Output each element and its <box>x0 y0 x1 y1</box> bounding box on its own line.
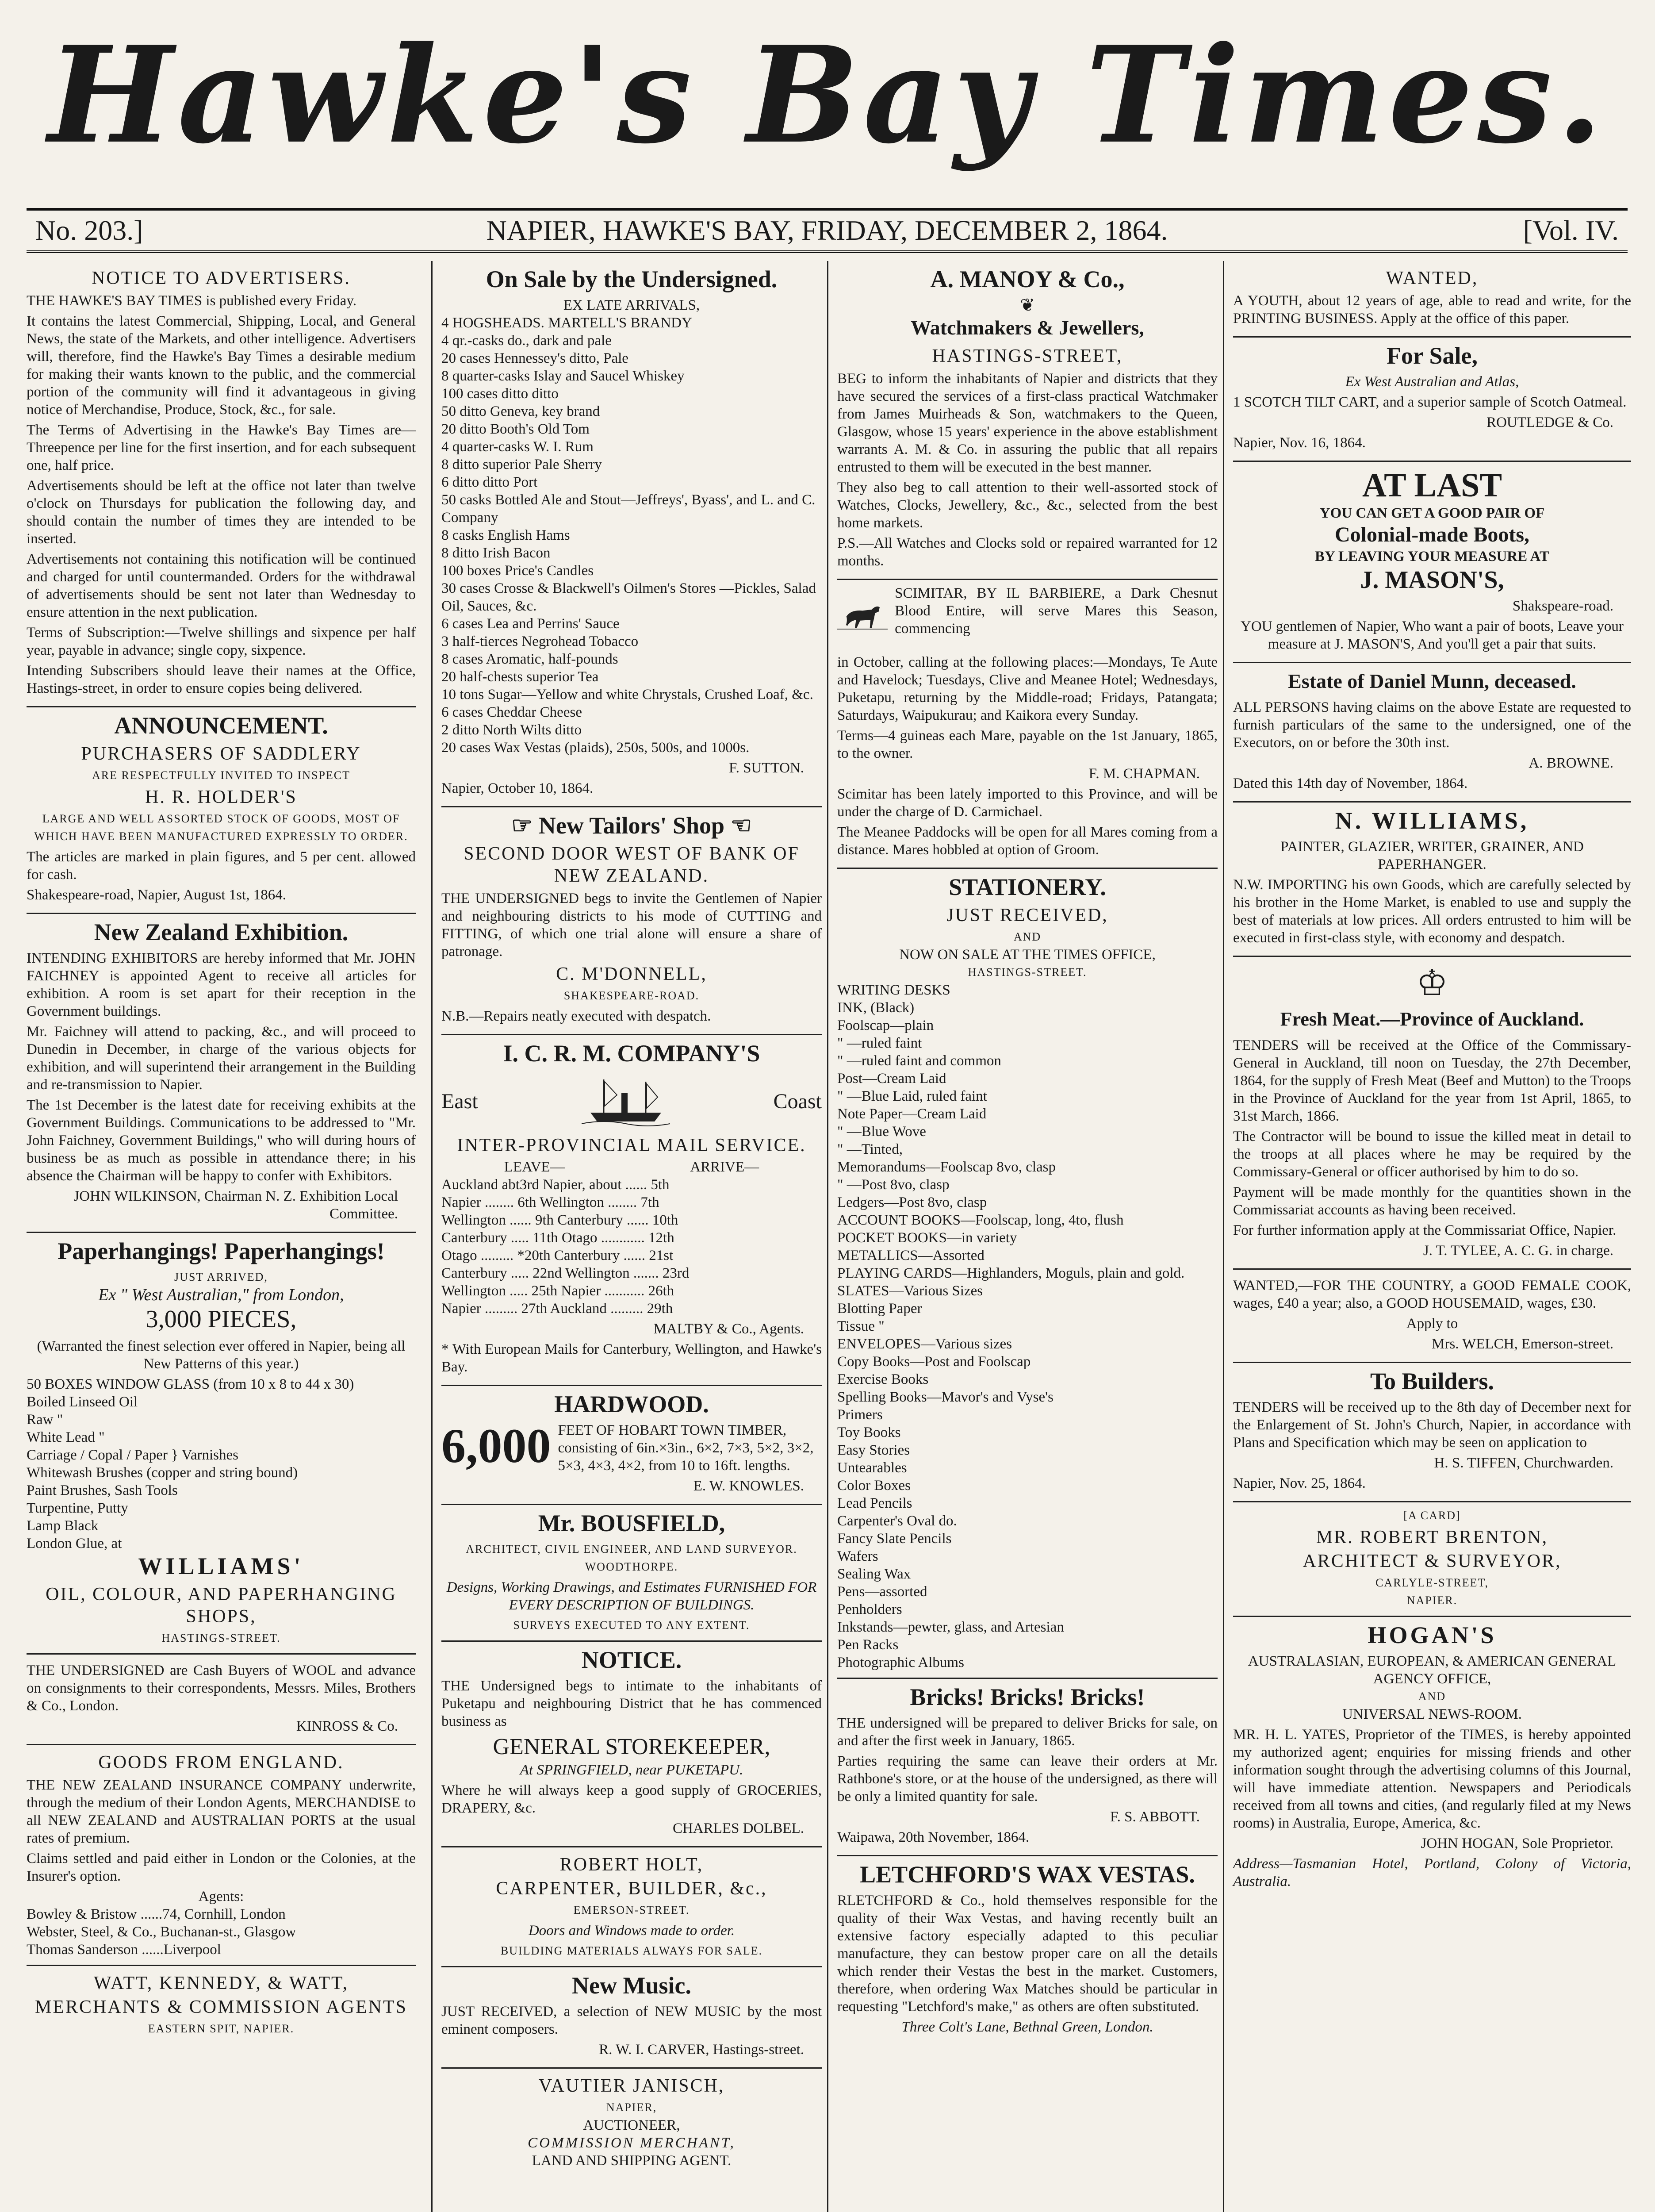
ad-subheading: ARCHITECT & SURVEYOR, <box>1303 1551 1562 1571</box>
ad-label: [A CARD] <box>1403 1509 1461 1522</box>
ad-signature: KINROSS & Co. <box>296 1718 398 1734</box>
ad-text: Mr. Faichney will attend to packing, &c., and will proceed to Dunedin in December, in charge of the various objects for exhibition, and will superintend their arrangement in the Building and re-transmission to Napier. <box>27 1024 416 1093</box>
ad-signature: F. S. ABBOTT. <box>1110 1809 1200 1825</box>
ad-text: SCIMITAR, BY IL BARBIERE, a Dark Chesnut Blood Entire, will serve Mares this Season, commencing <box>895 585 1218 637</box>
list-item: WRITING DESKS <box>837 982 950 998</box>
ad-text: The Meanee Paddocks will be open for all Mares coming from a distance. Mares hobbled at option of Groom. <box>837 824 1218 858</box>
list-item: Sealing Wax <box>837 1566 911 1582</box>
list-item: INK, (Black) <box>837 1000 915 1016</box>
ad-text: The articles are marked in plain figures, and 5 per cent. allowed for cash. <box>27 849 416 883</box>
list-item: 8 casks English Hams <box>441 527 570 543</box>
column-1 <box>27 261 416 2212</box>
list-item: 20 cases Hennessey's ditto, Pale <box>441 350 628 366</box>
ad-address: Shakespeare-road, Napier, August 1st, 1864. <box>27 887 287 903</box>
ad-subheading: EX LATE ARRIVALS, <box>563 297 700 313</box>
ad-big-text: 3,000 PIECES, <box>146 1306 297 1333</box>
ad-text: The Contractor will be bound to issue the killed meat in detail to the troops at all places where he may be required by the Commissary-General or officer authorised by him to do so. <box>1233 1129 1631 1180</box>
list-item: " —ruled faint and common <box>837 1053 1001 1069</box>
ad-text: THE UNDERSIGNED begs to invite the Gentlemen of Napier and neighbouring districts to his mode of CUTTING and FITTING, of which one trial alone will ensure a share of patronage. <box>441 891 822 960</box>
ad-heading: East <box>441 1090 478 1113</box>
ad-text: BY LEAVING YOUR MEASURE AT <box>1315 549 1549 565</box>
list-item: Memorandums—Foolscap 8vo, clasp <box>837 1159 1056 1175</box>
ad-title: GOODS FROM ENGLAND. <box>98 1752 344 1773</box>
ad-list <box>837 981 1218 1671</box>
ad-title: NOTICE. <box>581 1647 682 1673</box>
ad-location: At SPRINGFIELD, near PUKETAPU. <box>520 1762 743 1778</box>
ad-text: Doors and Windows made to order. <box>528 1923 735 1939</box>
list-item: 4 HOGSHEADS. MARTELL'S BRANDY <box>441 315 692 331</box>
list-item: " —Blue Wove <box>837 1124 926 1140</box>
list-item: Pen Racks <box>837 1637 899 1653</box>
ad-text: N.W. IMPORTING his own Goods, which are carefully selected by his brother in the Home Market, is enabled to use and supply the best of materials at low prices. All orders entrusted to him will be executed in first-class style, with economy and despatch. <box>1233 877 1631 946</box>
ad-subheading: UNIVERSAL NEWS-ROOM. <box>1342 1706 1522 1722</box>
list-item: 8 ditto superior Pale Sherry <box>441 457 602 472</box>
ad-title: HARDWOOD. <box>554 1391 709 1417</box>
list-item: Note Paper—Cream Laid <box>837 1106 987 1122</box>
ad-title: New Music. <box>572 1972 691 1999</box>
list-item: ENVELOPES—Various sizes <box>837 1336 1012 1352</box>
list-item: 30 cases Crosse & Blackwell's Oilmen's Stores —Pickles, Salad Oil, Sauces, &c. <box>441 580 816 614</box>
vautier-janisch-ad <box>441 2069 822 2176</box>
ad-big-number: 6,000 <box>441 1419 551 1473</box>
ad-text: THE UNDERSIGNED are Cash Buyers of WOOL and advance on consignments to their correspondents, Messrs. Miles, Brothers & Co., London. <box>27 1663 416 1714</box>
ad-text: Designs, Working Drawings, and Estimates FURNISHED FOR EVERY DESCRIPTION OF BUILDINGS. <box>446 1579 817 1613</box>
ad-text: The Terms of Advertising in the Hawke's Bay Times are—Threepence per line for the first insertion, and for each subsequent one, half price. <box>27 422 416 473</box>
ad-title: STATIONERY. <box>949 874 1106 900</box>
icrm-company-ad <box>441 1035 822 1386</box>
manoy-ad <box>837 261 1218 580</box>
ad-title: For Sale, <box>1387 342 1478 369</box>
ad-title-text: New Tailors' Shop <box>538 812 725 839</box>
hardwood-body <box>441 1421 822 1475</box>
volume-number: [Vol. IV. <box>1523 215 1619 246</box>
list-item: Foolscap—plain <box>837 1018 934 1033</box>
ad-text: FEET OF HOBART TOWN TIMBER, consisting of 6in.×3in., 6×2, 7×3, 5×2, 3×2, 5×3, 4×3, 4×2, from 10 to 16ft. lengths. <box>558 1422 814 1474</box>
ad-title: WATT, KENNEDY, & WATT, <box>93 1973 349 1993</box>
ad-text: A YOUTH, about 12 years of age, able to read and write, for the PRINTING BUSINESS. Apply at the office of this paper. <box>1233 293 1631 326</box>
column-3 <box>827 261 1218 2212</box>
ad-note: * With European Mails for Canterbury, Wellington, and Hawke's Bay. <box>441 1341 822 1375</box>
list-item: 2 ditto North Wilts ditto <box>441 722 582 738</box>
list-item: " —Post 8vo, clasp <box>837 1177 950 1193</box>
fresh-meat-ad <box>1233 957 1631 1270</box>
ad-title: VAUTIER JANISCH, <box>538 2076 725 2096</box>
table-row: Canterbury ..... 11th Otago ............ 12th <box>441 1230 674 1246</box>
table-row: Wellington ..... 25th Napier ........... 26th <box>441 1283 674 1299</box>
table-row: Napier ......... 27th Auckland ......... 29th <box>441 1301 673 1317</box>
list-item: 20 ditto Booth's Old Tom <box>441 421 590 437</box>
ad-subheading: Watchmakers & Jewellers, <box>911 316 1144 339</box>
list-item: Untearables <box>837 1460 907 1476</box>
ad-subheading: SECOND DOOR WEST OF BANK OF NEW ZEALAND. <box>464 844 800 886</box>
bricks-ad <box>837 1679 1218 1856</box>
list-item: Wafers <box>837 1548 878 1564</box>
issue-number: No. 203.] <box>35 215 143 246</box>
ad-subheading: CARPENTER, BUILDER, &c., <box>496 1878 767 1899</box>
ad-title: Bricks! Bricks! Bricks! <box>910 1684 1145 1710</box>
list-item: Ledgers—Post 8vo, clasp <box>837 1194 987 1210</box>
ad-text: THE Undersigned begs to intimate to the inhabitants of Puketapu and neighbouring District that he has commenced business as <box>441 1678 822 1729</box>
ad-text: Apply to <box>1406 1316 1458 1332</box>
list-item: Lamp Black <box>27 1518 99 1534</box>
on-sale-ad <box>441 261 822 807</box>
list-item: 50 BOXES WINDOW GLASS (from 10 x 8 to 44 x 30) <box>27 1376 354 1392</box>
list-item: 6 cases Lea and Perrins' Sauce <box>441 616 620 632</box>
ad-signature: JOHN HOGAN, Sole Proprietor. <box>1421 1836 1613 1851</box>
newspaper-title: Hawke's Bay Times. <box>48 17 1607 173</box>
ornament-icon: ❦ <box>1020 295 1035 315</box>
list-item: Turpentine, Putty <box>27 1500 128 1516</box>
ad-text: INTENDING EXHIBITORS are hereby informed that Mr. JOHN FAICHNEY is appointed Agent to receive all articles for exhibition. A room is set apart for their reception in the Government buildings. <box>27 950 416 1019</box>
ad-address: EMERSON-STREET. <box>573 1904 690 1916</box>
ad-text: AUCTIONEER, <box>583 2117 680 2133</box>
ad-signature: A. BROWNE. <box>1529 755 1613 771</box>
ad-text: Scimitar has been lately imported to this Province, and will be under the charge of D. Carmichael. <box>837 786 1218 820</box>
ad-subheading: JUST ARRIVED, <box>174 1271 268 1283</box>
ad-address: HASTINGS-STREET, <box>932 346 1123 366</box>
masthead <box>0 0 1655 190</box>
n-williams-ad <box>1233 803 1631 957</box>
ad-subheading: Agents: <box>198 1889 244 1905</box>
ad-address: SHAKESPEARE-ROAD. <box>563 989 700 1002</box>
list-item: PLAYING CARDS—Highlanders, Moguls, plain and gold. <box>837 1265 1185 1281</box>
list-item: London Glue, at <box>27 1536 122 1551</box>
ad-name: WILLIAMS' <box>138 1553 304 1579</box>
scimitar-header <box>837 584 1218 651</box>
list-item: 8 cases Aromatic, half-pounds <box>441 651 618 667</box>
steamship-icon <box>582 1075 670 1128</box>
ad-date: Dated this 14th day of November, 1864. <box>1233 776 1468 791</box>
ad-text: WANTED,—FOR THE COUNTRY, a GOOD FEMALE COOK, wages, £40 a year; also, a GOOD HOUSEMAID, wages, £30. <box>1233 1278 1631 1311</box>
ad-subheading: INTER-PROVINCIAL MAIL SERVICE. <box>457 1135 806 1156</box>
ad-list <box>441 314 822 757</box>
ad-signature: H. S. TIFFEN, Churchwarden. <box>1434 1455 1613 1471</box>
ad-signature: Mrs. WELCH, Emerson-street. <box>1432 1336 1613 1352</box>
wool-ad <box>27 1655 416 1745</box>
notice-to-advertisers <box>27 261 416 707</box>
ad-list <box>27 1375 416 1552</box>
list-item: Copy Books—Post and Foolscap <box>837 1354 1031 1370</box>
list-item: 6 ditto ditto Port <box>441 474 538 490</box>
pointing-hand-icon: ☞ <box>511 812 539 839</box>
ad-text: The 1st December is the latest date for receiving exhibits at the Government Buildings. Communications to be addressed to "Mr. John Faichney, Government Buildings," who will during hours of business be as much as possible in attendance there; in his absence the Chairman will be happy to confer with Exhibitors. <box>27 1097 416 1184</box>
ad-note: N.B.—Repairs neatly executed with despatch. <box>441 1008 711 1024</box>
ad-text: TENDERS will be received up to the 8th day of December next for the Enlargement of St. John's Church, Napier, in accordance with Plans and Specification which may be seen on application to <box>1233 1399 1631 1451</box>
ad-signature: ROUTLEDGE & Co. <box>1486 415 1613 430</box>
list-item: Inkstands—pewter, glass, and Artesian <box>837 1619 1064 1635</box>
ad-text: It contains the latest Commercial, Shipping, Local, and General News, the state of the Markets, and other intelligence. Advertisers will, therefore, find the Hawke's Bay Times a desirable medium for making their wants known to the public, and the commercial portion of the community will find it advantageous in giving notice of Merchandise, Produce, Stock, &c., for sale. <box>27 313 416 418</box>
ad-title: New Zealand Exhibition. <box>94 919 349 945</box>
ad-heading: PURCHASERS OF SADDLERY <box>81 744 361 764</box>
list-item: Photographic Albums <box>837 1655 964 1671</box>
list-item: Blotting Paper <box>837 1301 922 1317</box>
ad-heading: Colonial-made Boots, <box>1334 523 1529 546</box>
ad-title <box>441 812 822 839</box>
list-item: Raw " <box>27 1412 63 1428</box>
ad-title: LETCHFORD'S WAX VESTAS. <box>860 1861 1195 1888</box>
ad-subheading: ARCHITECT, CIVIL ENGINEER, AND LAND SURVEYOR. WOODTHORPE. <box>466 1543 797 1573</box>
schedule-table <box>441 1176 822 1317</box>
ad-signature: CHARLES DOLBEL. <box>673 1820 804 1836</box>
for-sale-ad <box>1233 338 1631 462</box>
list-item: Primers <box>837 1407 883 1423</box>
ad-text: LARGE AND WELL ASSORTED STOCK OF GOODS, MOST OF WHICH HAVE BEEN MANUFACTURED EXPRESSLY TO ORDER. <box>34 812 408 843</box>
list-item: Carriage / Copal / Paper } Varnishes <box>27 1447 238 1463</box>
list-item: Spelling Books—Mavor's and Vyse's <box>837 1389 1054 1405</box>
column-2 <box>431 261 822 2212</box>
list-item: 8 ditto Irish Bacon <box>441 545 551 561</box>
ad-title: ANNOUNCEMENT. <box>114 712 328 739</box>
ad-text: YOU gentlemen of Napier, Who want a pair of boots, Leave your measure at J. MASON'S, And you'll get a pair that suits. <box>1241 618 1624 652</box>
ad-subheading: MERCHANTS & COMMISSION AGENTS <box>35 1997 407 2017</box>
list-item: ACCOUNT BOOKS—Foolscap, long, 4to, flush <box>837 1212 1124 1228</box>
list-item: Lead Pencils <box>837 1495 912 1511</box>
ad-title: On Sale by the Undersigned. <box>486 266 778 292</box>
list-item: POCKET BOOKS—in variety <box>837 1230 1017 1246</box>
ad-text: AND <box>1418 1690 1446 1703</box>
ad-big-text: GENERAL STOREKEEPER, <box>493 1734 770 1759</box>
list-item: 4 qr.-casks do., dark and pale <box>441 333 612 349</box>
ad-title: I. C. R. M. COMPANY'S <box>503 1040 760 1067</box>
schedule-header <box>441 1158 822 1176</box>
list-item: Thomas Sanderson ......Liverpool <box>27 1942 221 1958</box>
list-item: 4 quarter-casks W. I. Rum <box>441 439 594 455</box>
list-item: " —ruled faint <box>837 1035 922 1051</box>
ad-date: Waipawa, 20th November, 1864. <box>837 1829 1030 1845</box>
horse-icon <box>837 584 888 651</box>
ad-signature: F. M. CHAPMAN. <box>1088 766 1200 782</box>
list-item: Penholders <box>837 1601 902 1617</box>
dateline <box>27 208 1628 253</box>
watt-kennedy-ad <box>27 1966 416 2044</box>
list-item: Webster, Steel, & Co., Buchanan-st., Glasgow <box>27 1924 296 1940</box>
place-date: NAPIER, HAWKE'S BAY, FRIDAY, DECEMBER 2, 1864. <box>486 215 1168 246</box>
ad-date: Napier, Nov. 25, 1864. <box>1233 1475 1366 1491</box>
ad-text: RLETCHFORD & Co., hold themselves responsible for the quality of their Wax Vestas, and having recently built an extensive factory especially adapted to this peculiar manufacture, they can bestow proper care on all the details which render their Vestas the best in the market. Customers, therefore, when ordering Wax Matches should be particular in requesting "Letchford's make," as others are often substituted. <box>837 1893 1218 2015</box>
goods-from-england-ad <box>27 1745 416 1966</box>
ad-title: HOGAN'S <box>1368 1622 1497 1648</box>
ad-text: THE NEW ZEALAND INSURANCE COMPANY underwrite, through the medium of their London Agents, MERCHANDISE to all NEW ZEALAND and AUSTRALIAN PORTS at the usual rates of premium. <box>27 1777 416 1846</box>
list-item: Tissue " <box>837 1318 885 1334</box>
list-item: " —Tinted, <box>837 1141 903 1157</box>
new-music-ad <box>441 1967 822 2069</box>
ad-text: AND <box>1013 930 1042 943</box>
list-item: Pens—assorted <box>837 1584 927 1600</box>
list-item: Post—Cream Laid <box>837 1071 946 1087</box>
ad-address: HASTINGS-STREET. <box>968 966 1087 979</box>
table-row: Otago ......... *20th Canterbury ...... 21st <box>441 1248 674 1263</box>
to-builders-ad <box>1233 1363 1631 1502</box>
stationery-ad <box>837 869 1218 1679</box>
table-row: Wellington ...... 9th Canterbury ...... 10th <box>441 1212 678 1228</box>
table-row: Napier ........ 6th Wellington ........ 7th <box>441 1194 659 1210</box>
list-item: Paint Brushes, Sash Tools <box>27 1482 178 1498</box>
list-item: 100 boxes Price's Candles <box>441 563 594 579</box>
ad-text: Where he will always keep a good supply of GROCERIES, DRAPERY, &c. <box>441 1782 822 1816</box>
list-item: Toy Books <box>837 1425 901 1440</box>
ad-text: P.S.—All Watches and Clocks sold or repaired warranted for 12 months. <box>837 535 1218 569</box>
ad-address: HASTINGS-STREET. <box>161 1632 281 1644</box>
ad-text: COMMISSION MERCHANT, <box>528 2135 736 2151</box>
ad-address: Shakspeare-road. <box>1512 598 1613 614</box>
ad-text: THE HAWKE'S BAY TIMES is published every Friday. <box>27 293 357 309</box>
ad-text: Advertisements should be left at the office not later than twelve o'clock on Thursdays for publication the following day, and should contain the number of times they are intended to be inserted. <box>27 478 416 547</box>
ad-text: NAPIER, <box>606 2101 657 2114</box>
ad-signature: E. W. KNOWLES. <box>693 1478 804 1494</box>
wanted-cook-ad <box>1233 1270 1631 1363</box>
list-item: SLATES—Various Sizes <box>837 1283 983 1299</box>
list-item: Whitewash Brushes (copper and string bound) <box>27 1465 298 1481</box>
list-item: Carpenter's Oval do. <box>837 1513 957 1529</box>
ad-title: Paperhangings! Paperhangings! <box>57 1238 385 1264</box>
letchford-ad <box>837 1856 1218 2045</box>
ad-text: in October, calling at the following places:—Mondays, Te Aute and Havelock; Tuesdays, Clive and Meanee Hotel; Wednesdays, Puketapu, returning by the Middle-road; Fridays, Patangata; Saturdays, Waipukurau; and Kaikora every Sunday. <box>837 654 1218 723</box>
announcement-ad <box>27 707 416 914</box>
list-item: Bowley & Bristow ......74, Cornhill, London <box>27 1906 286 1922</box>
ad-text: (Warranted the finest selection ever offered in Napier, being all New Patterns of this year.) <box>37 1338 406 1372</box>
list-item: 100 cases ditto ditto <box>441 386 559 402</box>
table-row: Canterbury ..... 22nd Wellington ....... 23rd <box>441 1265 690 1281</box>
at-last-boots-ad <box>1233 462 1631 663</box>
ad-signature: JOHN WILKINSON, Chairman N. Z. Exhibition Local Committee. <box>73 1188 398 1222</box>
arrive-header: ARRIVE— <box>690 1159 759 1175</box>
ad-text: For further information apply at the Commissariat Office, Napier. <box>1233 1222 1617 1238</box>
ad-subheading: PAINTER, GLAZIER, WRITER, GRAINER, AND PAPERHANGER. <box>1280 839 1584 872</box>
nz-exhibition-ad <box>27 914 416 1233</box>
tailors-shop-ad <box>441 807 822 1035</box>
ad-text: Terms of Subscription:—Twelve shillings and sixpence per half year, payable in advance; single copy, sixpence. <box>27 625 416 658</box>
ad-text: Payment will be made monthly for the quantities shown in the Commissariat accounts as having been received. <box>1233 1184 1631 1218</box>
ad-title: MR. ROBERT BRENTON, <box>1316 1527 1548 1548</box>
ad-text: LAND AND SHIPPING AGENT. <box>532 2153 732 2169</box>
ad-text: Parties requiring the same can leave their orders at Mr. Rathbone's store, or at the house of the undersigned, as there will be only a limited quantity for sale. <box>837 1753 1218 1805</box>
ad-text: MR. H. L. YATES, Proprietor of the TIMES, is hereby appointed my authorized agent; enquiries for missing friends and other information sought through the advertising columns of this Journal, will have immediate attention. Newspapers and Periodicals received from all towns and cities, (and regularly filed at my News rooms) in Australia, Europe, America, &c. <box>1233 1727 1631 1831</box>
list-item: 10 tons Sugar—Yellow and white Chrystals, Crushed Loaf, &c. <box>441 687 813 703</box>
ad-text: BUILDING MATERIALS ALWAYS FOR SALE. <box>500 1944 763 1957</box>
ad-signature: R. W. I. CARVER, Hastings-street. <box>599 2042 804 2058</box>
munn-estate-ad <box>1233 663 1631 803</box>
ad-text: Claims settled and paid either in London or the Colonies, at the Insurer's option. <box>27 1851 416 1884</box>
ad-signature: C. M'DONNELL, <box>556 964 707 984</box>
bousfield-ad <box>441 1505 822 1642</box>
ad-heading: Coast <box>773 1090 822 1113</box>
ad-text: JUST RECEIVED, a selection of NEW MUSIC by the most eminent composers. <box>441 2004 822 2037</box>
ad-title: Estate of Daniel Munn, deceased. <box>1288 670 1576 692</box>
ad-title: NOTICE TO ADVERTISERS. <box>92 268 351 288</box>
list-item: Boiled Linseed Oil <box>27 1394 138 1410</box>
ad-date: Napier, October 10, 1864. <box>441 780 594 796</box>
list-item: 6 cases Cheddar Cheese <box>441 704 582 720</box>
list-item: METALLICS—Assorted <box>837 1248 985 1263</box>
ad-name: H. R. HOLDER'S <box>145 787 297 807</box>
ad-address: Three Colt's Lane, Bethnal Green, London. <box>901 2019 1153 2035</box>
ad-address: NAPIER. <box>1406 1594 1458 1607</box>
ad-title: ROBERT HOLT, <box>559 1855 704 1875</box>
ad-signature: MALTBY & Co., Agents. <box>653 1321 804 1337</box>
ad-text: ALL PERSONS having claims on the above Estate are requested to furnish particulars of the same to the undersigned, one of the Executors, on or before the 30th inst. <box>1233 699 1631 751</box>
hogans-agency-ad <box>1233 1617 1631 1899</box>
hardwood-ad <box>441 1386 822 1505</box>
ad-title: WANTED, <box>1386 268 1479 288</box>
leave-header: LEAVE— <box>504 1159 565 1175</box>
brenton-card-ad <box>1233 1502 1631 1617</box>
ad-text: BEG to inform the inhabitants of Napier and districts that they have secured the services of a first-class practical Watchmaker from James Muirheads & Son, watchmakers to the Queen, Glasgow, whose 15 years' experience in the above establishment warrants A. M. & Co. in assuring the public that all repairs entrusted to them will be executed in the best manner. <box>837 371 1218 475</box>
ad-subheading: OIL, COLOUR, AND PAPERHANGING SHOPS, <box>46 1584 397 1627</box>
ad-title: N. WILLIAMS, <box>1335 807 1529 834</box>
list-item: 50 casks Bottled Ale and Stout—Jeffreys', Byass', and L. and C. Company <box>441 492 816 526</box>
ad-text: Intending Subscribers should leave their names at the Office, Hastings-street, in order to ensure copies being delivered. <box>27 663 416 696</box>
list-item: 3 half-tierces Negrohead Tobacco <box>441 634 639 649</box>
notice-storekeeper-ad <box>441 1642 822 1847</box>
ad-address: CARLYLE-STREET, <box>1375 1576 1489 1589</box>
list-item: " —Blue Laid, ruled faint <box>837 1088 987 1104</box>
ship-row <box>441 1071 822 1133</box>
royal-crest-icon: ♔ <box>1416 964 1448 1003</box>
column-4 <box>1223 261 1631 2212</box>
ad-text: Advertisements not containing this notification will be continued and charged for until countermanded. Orders for the withdrawal of advertisements should be sent not later than Wednesday to ensure attention in the next publication. <box>27 551 416 620</box>
list-item: Easy Stories <box>837 1442 910 1458</box>
ad-text: 1 SCOTCH TILT CART, and a superior sample of Scotch Oatmeal. <box>1233 394 1627 410</box>
ad-date: Napier, Nov. 16, 1864. <box>1233 435 1366 451</box>
ad-subheading: JUST RECEIVED, <box>946 905 1108 926</box>
pointing-hand-icon: ☜ <box>724 812 752 839</box>
ad-text: YOU CAN GET A GOOD PAIR OF <box>1319 505 1545 521</box>
ad-text: SURVEYS EXECUTED TO ANY EXTENT. <box>513 1619 750 1632</box>
list-item: 50 ditto Geneva, key brand <box>441 403 600 419</box>
ad-subheading: ARE RESPECTFULLY INVITED TO INSPECT <box>92 769 351 782</box>
ad-text: NOW ON SALE AT THE TIMES OFFICE, <box>899 947 1156 963</box>
ad-address: Address—Tasmanian Hotel, Portland, Colony of Victoria, Australia. <box>1233 1856 1631 1889</box>
ad-title: A. MANOY & Co., <box>930 266 1125 292</box>
table-row: Auckland abt3rd Napier, about ...... 5th <box>441 1177 670 1193</box>
ad-name: J. MASON'S, <box>1360 566 1504 594</box>
ad-address: EASTERN SPIT, NAPIER. <box>148 2022 295 2035</box>
ad-text: TENDERS will be received at the Office of the Commissary-General in Auckland, till noon on Tuesday, the 27th December, 1864, for the supply of Fresh Meat (Beef and Mutton) to the Troops in the Province of Auckland for the year from 1st April, 1865, to 31st March, 1866. <box>1233 1037 1631 1124</box>
list-item: Color Boxes <box>837 1478 911 1494</box>
ad-text: They also beg to call attention to their well-assorted stock of Watches, Clocks, Jewellery, &c., &c., selected from the best home markets. <box>837 480 1218 531</box>
list-item: 8 quarter-casks Islay and Saucel Whiskey <box>441 368 685 384</box>
ad-ship: Ex West Australian and Atlas, <box>1345 374 1519 390</box>
ad-ship: Ex " West Australian," from London, <box>98 1286 344 1304</box>
ad-text: THE undersigned will be prepared to deliver Bricks for sale, on and after the first week in January, 1865. <box>837 1715 1218 1749</box>
ad-subheading: AUSTRALASIAN, EUROPEAN, & AMERICAN GENERAL AGENCY OFFICE, <box>1248 1653 1617 1687</box>
ad-signature: J. T. TYLEE, A. C. G. in charge. <box>1423 1243 1613 1259</box>
ad-title: To Builders. <box>1370 1368 1494 1394</box>
ad-signature: F. SUTTON. <box>728 760 804 776</box>
list-item: 20 half-chests superior Tea <box>441 669 599 685</box>
paperhangings-ad <box>27 1233 416 1655</box>
list-item: 20 cases Wax Vestas (plaids), 250s, 500s, and 1000s. <box>441 740 750 756</box>
ad-text: Terms—4 guineas each Mare, payable on the 1st January, 1865, to the owner. <box>837 728 1218 761</box>
wanted-youth-ad <box>1233 261 1631 338</box>
list-item: Exercise Books <box>837 1371 929 1387</box>
ad-title: Fresh Meat.—Province of Auckland. <box>1280 1008 1584 1030</box>
ad-title: Mr. BOUSFIELD, <box>538 1510 725 1536</box>
list-item: Fancy Slate Pencils <box>837 1531 952 1547</box>
list-item: White Lead " <box>27 1429 105 1445</box>
ad-title: AT LAST <box>1362 467 1502 504</box>
robert-holt-ad <box>441 1847 822 1967</box>
scimitar-ad <box>837 580 1218 869</box>
